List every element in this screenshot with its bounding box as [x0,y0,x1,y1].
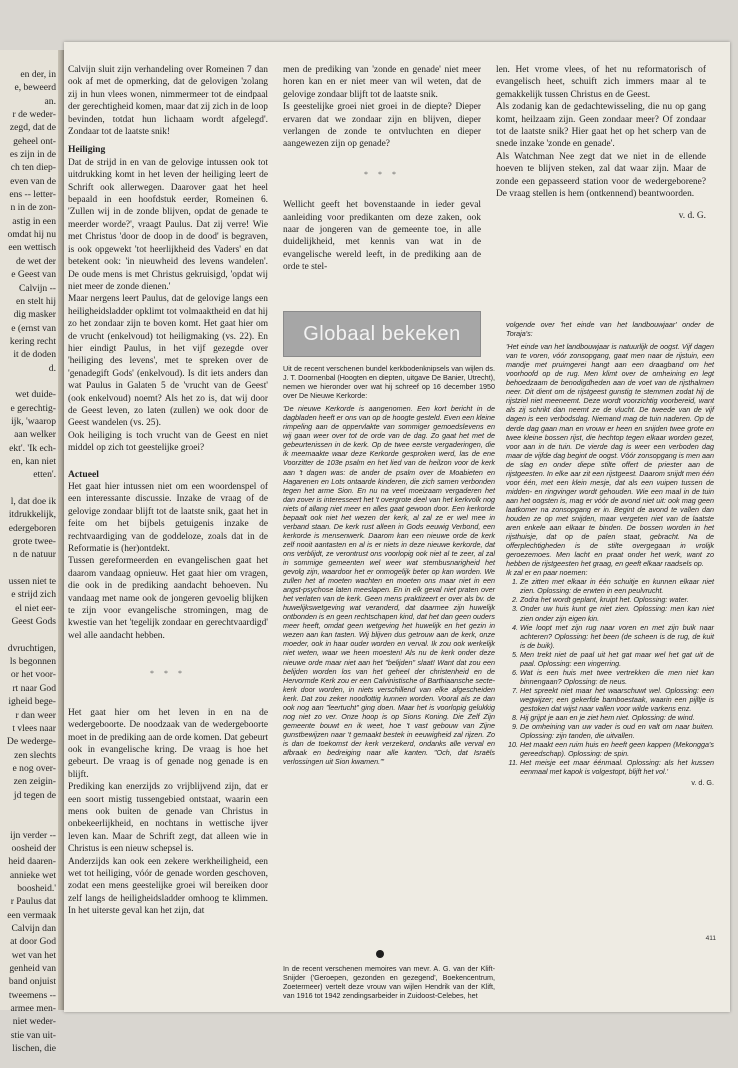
prev-line: ussen niet te [8,576,56,588]
riddle-item: 9. De omheining van uw vader is oud en valt om naar buiten. Oplossing: zijn tanden, die uitvallen. [520,722,714,740]
globaal-column-right [506,320,714,787]
section-heading-heiliging: Heiliging [68,144,106,156]
prev-line: armee men- [10,1003,56,1015]
paragraph: len. Het vrome vlees, of het nu reformatorisch of evangelisch heet, schuift zich immers maar al te gemakkelijk tussen Christus en de Geest. [496,65,706,100]
prev-line: Geest Gods [11,616,56,628]
prev-line: e (ernst van [11,322,56,334]
page-number: 411 [705,935,716,942]
banner-title: Globaal bekeken [303,323,461,345]
prev-line: De wederge- [6,736,56,748]
prev-line: tweemens -- [8,989,56,1001]
riddle-intro: Ik zal er en paar noemen: [506,568,588,578]
prev-line: r dan weer [15,709,56,721]
prev-line: aan welker [14,429,56,441]
riddle-item: 5. Men trekt niet de paal uit het gat maar wel het gat uit de paal. Oplossing: een vingerring. [520,650,714,668]
prev-line: at door God [10,936,56,948]
paragraph: Is geestelijke groei niet groei in de diepte? Dieper ervaren dat we zondaar zijn en blijven, dieper verlangen de zonde te ontvluchten en dieper aangewezen zijn op genade? [283,102,481,150]
globaal-column [283,364,495,766]
globaal-bekeken-banner [283,311,481,357]
prev-line: etten'. [33,469,56,481]
intro-paragraph: volgende over 'het einde van het landbouwjaar' onder de Toraja's: [506,320,714,339]
prev-line: dig masker [13,309,56,321]
prev-line: astig in een [12,215,56,227]
author-signature: v. d. G. [691,778,714,788]
prev-line: zegd, dat de [9,122,56,134]
prev-line: e nog over- [12,762,56,774]
prev-line: zen zeigin- [13,776,56,788]
previous-page-edge [0,50,66,1055]
prev-line: or het voor- [10,669,56,681]
paragraph: Het gaat hier om het leven in en na de wedergeboorte. De noodzaak van de wedergeboorte moet in de prediking aan de orde komen. Dat gebeurt ook in evangelische kring. De vraag is hoe het gebeurt. De vraag is of genade nog genade is en blijft. [68,707,268,780]
prev-line: n in de zon- [10,202,56,214]
previous-page-text [0,68,56,1055]
intro-paragraph: Uit de recent verschenen bundel kerkbodenknipsels van wijlen ds. J. T. Doornenbal (Hoogten en diepten, uitgave De Banier, Utrecht), nemen we hieronder over wat hij schreef op 16 december 1950 over De Nieuwe Kerkorde: [283,364,495,401]
prev-line: kering recht [9,335,56,347]
prev-line: grote twee- [12,536,56,548]
prev-line: lischen, die [12,1043,56,1055]
author-signature: v. d. G. [678,211,706,222]
riddle-item: 4. Wie loopt met zijn rug naar voren en met zijn buik naar achteren? Oplossing: het been (de scheen is de rug, de kuit is de buik). [520,623,714,650]
riddle-item: 10. Het maakt een ruim huis en heeft geen kappen (Mekongga's gereedschap). Oplossing: de spin. [520,740,714,758]
section-separator: * * * [150,669,186,679]
paragraph: Als Watchman Nee zegt dat we niet in de ellende hoeven te blijven steken, zal dat waar zijn. Maar de zonde een gepasseerd station voor de wedergeborene? De vraag stellen is hem (ontkennend) beantwoorden. [496,151,706,200]
prev-line: r de weder- [12,109,56,121]
prev-line: edergeboren [8,522,56,534]
prev-line: en stelt hij [16,295,56,307]
section-bullet [376,950,384,958]
paragraph: Als zodanig kan de gedachtewisseling, die nu op gang komt, heilzaam zijn. Geen zondaar meer? Of zondaar tot de laatste snik? Hier gaat het op het scherp van de snede inzake 'zonde en genade'. [496,102,706,150]
prev-line: t vlees naar [12,722,56,734]
prev-line: el niet eer- [15,602,56,614]
prev-line: een wettisch [8,242,56,254]
prev-line: igheid bege- [8,696,56,708]
prev-line: even van de [10,175,56,187]
prev-line: niet weder- [12,1016,56,1028]
prev-line: dvruchtigen, [7,642,56,654]
prev-line: Calvijn -- [18,282,56,294]
paragraph: Calvijn sluit zijn verhandeling over Romeinen 7 dan ook af met de opmerking, dat de gelovigen 'zolang zij in hun vlees wonen, nimmermeer tot de eindpaal der gerechtigheid komen, maar dat zij zich in de loop bevinden, totdat hun lichaam wordt afgelegd'. Zondaar tot de laatste snik! [68,65,268,138]
prev-line: Calvijn dan [11,923,56,934]
prev-line: wet duide- [15,389,56,401]
paragraph: Anderzijds kan ook een zekere werkheiligheid, een wet tot heiliging, vóór de genade worden geschoven, zodat een mens geestelijke groei wil bereiken door zelf langs de heiligheidsladder omhoog te klimmen. In het uiterste geval kan het zijn, dat [68,856,268,917]
prev-line: e Geest van [11,269,56,281]
paragraph: Tussen gereformeerden en evangelischen gaat het daarom vandaag opnieuw. Het gaat hier om vragen, die ook in de prediking aandacht behoeven. Nu vandaag met name ook de jongeren gevoelig blijken te zijn voor evangelische stromingen, mag de kwestie van het 'tegelijk zondaar en gerechtvaardigd' wel alle aandacht hebben. [68,556,268,641]
prev-line: n de natuur [12,549,56,561]
prev-line: de wet der [16,255,56,267]
paragraph: Dat de strijd in en van de gelovige intussen ook tot uitdrukking komt in het leven der heiliging leert de Schrift ook allerwegen. Daarover gaat het heel bepaald in een hoofdstuk eerder, Romeinen 6. 'Zullen wij in de zonde blijven, opdat de genade te meerder worde?', vraagt Paulus. Dat zij verre! Wie met Christus 'door de doop in de dood' is begraven, is ook opgewekt 'tot heerlijkheid des Vaders' en dat betekent ook: 'in nieuwheid des levens wandelen'. De oude mens is met Christus gekruisigd, 'opdat wij niet meer de zonde dienen.' [68,157,268,292]
magazine-page [64,42,730,1012]
paragraph: In de recent verschenen memoires van mevr. A. G. van der Klift-Snijder ('Geroepen, gezonden en gezegend', Boekencentrum, Zoetermeer) vertelt deze vrouw van wijlen Hendrik van der Klift, van 1916 tot 1942 zendingsarbeider in Zuidoost-Celebes, het [283,964,495,1001]
riddle-item: 6. Wat is een huis met twee vertrekken die men niet kan binnengaan? Oplossing: de neus. [520,668,714,686]
article-column-2 [283,64,481,274]
prev-line: d. [48,362,56,374]
prev-line: es zijn in de [9,149,56,161]
prev-line: e gerechtig- [10,402,56,414]
prev-line: annieke wet [9,869,56,881]
paragraph: Prediking kan enerzijds zo vrijblijvend zijn, dat er een soort mistig tussengebied ontstaat, waarin een mens ook buiten de genade van Christus in onbekeerlijkheid, en nochtans in wettische ijver leven kan. Maar de Schrift zegt, dat alleen wie in Christus is een nieuw schepsel is. [68,782,268,855]
riddle-item: 7. Het spreekt niet maar het waarschuwt wel. Oplossing: een wegwijzer; een gekerfde bamboestaak, waarin een pijltje is gestoken dat wijst naar vallen voor wilde varkens enz. [520,686,714,713]
quote-paragraph: 'De nieuwe Kerkorde is aangenomen. Een kort bericht in de dagbladen heeft er ons van op de hoogte gesteld. Even een kleine rimpeling aan de oppervlakte van sommiger gemoedslevens en wij gaan weer over tot de orde van de dag. Zo gaat het met de gebeurtenissen in de kerk. Op de twee eerste vergaderingen, die ik meemaakte waar deze Kerkorde gesproken werd, las de ene Voorzitter de 103e psalm en het lied van de heilzon voor de kerk aan 't dagen was: de ander de psalm over de Moabieten en Hagarenen en Lots ontaarde kinderen, die zich samen verbonden tegen het arme Sion. En nu na veel moeizaam vergaderen het dan zover is interesseert het 't overgrote deel van het kerkvolk nog niets of allang niet meer en alles gaat gewoon door. Een kerkorde bepaalt ook niet het wezen der kerk, al zal ze er wel mee in verband staan. De kerk rust alleen in Gods eeuwig Verbond, een kerkorde is mensenwerk. Daarom kan een nieuwe orde de kerk zelf nooit aantasten en al is er niets in deze nieuwe kerkorde, dat ons verblijdt, ze verontrust ons voorlopig ook niet al te zeer, al zal in sommige gemeenten wel weer wat stembusnarigheid het gevolg zijn, waardoor het er onmogelijk beter op kan worden. We zullen het af moeten wachten en moeten ons maar niet in een angst-psychose laten meeslapen. En in elk geval niet praten over het verlaten van de kerk. Geen mens praktizeert er over als bv. de huwelijkswetgeving wat veranderd, dat daarmee zijn huwelijk ontbonden is en geen rechtschapen kind, dat het dan geen ouders meer heeft, omdat geen wetgeving het huwelijk en het gezin in wezen aan kan tasten. Wij blijven dus getrouw aan de kerk, onze moeder, ook in haar ouder worden en verval. Ik zou ook werkelijk niet weten, waar we heen moesten! Als nu de kerk onder deze nieuwe orde maar niet aan het "belijden" slaat! Want dat zou een belijden worden los van het geheel der christenheid en de Hervormde Kerk zou er een Calvinistische of Barthiaansche secte-kerk door worden, in niets verschillend van elke afgescheiden kerk. Dat zou zeker noodlottig kunnen worden. Vooral als ze dan ook nog aan "leertucht" ging doen. Maar het is voorlopig gelukkig nog niet zo ver. Onze hoop is op Sions Koning. Die Zelf Zijn gemeente bouwt en ik weet, hoe 't vast gebouw van Zijne gunstbewijzen naar 't gemaakt bestek in eeuwigheid zal rijzen. Zo is dan de toekomst der kerk verzekerd, ondanks alle verval en afbraak en bedreiging naar alle kanten. "Och, dat Israëls verlossingen uit Sion kwamen."' [283,404,495,767]
globaal-bottom-paragraph [283,964,495,1000]
prev-line: e, beweerd [14,82,56,94]
prev-line: genheid van [9,963,56,975]
prev-line: een vermaak [7,909,56,921]
prev-line: omdat hij nu [7,229,56,241]
prev-line: geheel ont- [13,135,56,147]
riddle-item: 1. Ze zitten met elkaar in één schuitje en kunnen elkaar niet zien. Oplossing: de erwten in een peulvrucht. [520,577,714,595]
article-column-1 [68,64,268,998]
riddle-item: 2. Zodra het wordt geplant, kruipt het. Oplossing: water. [520,595,714,604]
prev-line: ch ten diep- [10,162,56,174]
riddle-list [506,577,714,776]
prev-line: ijk, 'waarop [11,415,56,427]
prev-line: zen slechts [14,749,56,761]
prev-line: e strijd zich [11,589,56,601]
section-heading-actueel: Actueel [68,468,99,480]
prev-line: an. [44,95,56,107]
riddle-item: 8. Hij grijpt je aan en je ziet hem niet. Oplossing: de wind. [520,713,714,722]
prev-line: en, kan niet [11,455,56,467]
prev-line: ens -- letter- [9,189,56,201]
prev-line: en der, in [20,69,56,80]
prev-line: jd tegen de [13,789,56,801]
prev-line: band onjuist [8,976,56,988]
paragraph: Wellicht geeft het bovenstaande in ieder geval aanleiding voor predikanten om deze zaken, ook naar de jongeren van de gemeente toe, in alle duidelijkheid, met kennis van wat in de evangelische wereld leeft, in de prediking aan de orde te stel- [283,200,481,273]
prev-line: ijn verder -- [10,829,56,841]
prev-line: ls begonnen [9,656,56,668]
riddle-item: 11. Het meisje eet maar éénmaal. Oplossing: als het kussen eenmaal met kapok is volgestopt, blijft het vol.' [520,758,714,776]
section-separator: * * * [364,169,400,179]
prev-line: itdrukkelijk, [8,509,56,521]
riddle-item: 3. Onder uw huis kunt ge niet zien. Oplossing: men kan niet zien onder zijn eigen kin. [520,604,714,622]
paragraph: men de prediking van 'zonde en genade' niet meer horen kan en er niet meer van wil weten, dat de gelovige zondaar blijft tot de laatste snik. [283,65,481,100]
prev-line: stie van uit- [10,1029,56,1041]
prev-line: r Paulus dat [10,896,56,908]
paragraph: Het gaat hier intussen niet om een woordenspel of een interessante discussie. Inzake de vraag of de gelovige zondaar blijft tot de laatste snik, gaat het in feite om het bijbels getuigenis inzake de rechtvaardiging van de goddeloze, zoals dat in de Reformatie is (her)ontdekt. [68,482,268,555]
prev-line: heid daaren- [8,856,56,868]
quote-paragraph: 'Het einde van het landbouwjaar is natuurlijk de oogst. Vijf dagen van te voren, vóór zonsopgang, gaat men naar de rijstuin, een mandje met pruimgerei hangt aan een draagband om het voorhoofd op de rug. Men klimt over de omheining en legt behoedzaam de benodigdheden aan de voet van de rijsthalmen neer. Dit dient om de rijstgeest gunstig te stemmen zodat hij de rijstziel niet meeneemt. Deze wordt voorzichtig voorbereid, want als zij schrikt dan neemt ze de vlucht. De tweede van de vijf dagen is een verbodsdag. Niemand mag de tuin naderen. Op de derde dag gaan man en vrouw er heen en snijden twee grote en twee kleine bossen rijst, die hechtop tegen elkaar worden gezet, voor aan in de tuin. De vierde dag is weer een verboden dag maar de vijfde dag begint de oogst. Vóór zonsopgang is men aan de slag en onder diepe stilte offert de priester aan de rijstgeesten. In elke aar zit een rijstgeest. Daarom snijdt men één voor één, met een klein mesje, dat als een vuipen tussen de midden- en ringvinger wordt gehouden. Wie een maal in de tuin aan het oogsten is, mag er vóór de avond niet uit: ook mag geen laatkomer na zonsopgang er in. Begint de avond te vallen dan houden ze op met snijden, maar vergeten niet van de laatste aren enkele aan elkaar te binden. De bossen worden in het rijsthuisje, dat op de palen staat, gebracht. Na de offerplechtigheden is de stilte overgegaan in vrolijk geroezemoes. Men lacht en praat onder het werk, want zo hebben de rijstgeesten het graag, en geeft elkaar raadsels op. [506,342,714,569]
prev-line: it de doden [13,349,56,361]
prev-line: boosheid.' [17,882,56,894]
paragraph: Maar nergens leert Paulus, dat de gelovige langs een heiligheidsladder opklimt tot volmaaktheid en dat hij zo het zondaar zijn te boven komt. Het gaat hier om de vrucht (enkelvoud) tot heiligmaking (vs. 22). En hier eindigt Paulus, in het vijf gezegde over 'heiliging des levens', met te spreken over de 'genadegift Gods' (enkelvoud). Is dit iets anders dan wat Paulus in Galaten 5 de 'vrucht van de Geest' (ook enkelvoud) noemt? Als het zo is, dat wij door de Geest leven, zo laten (zullen) we ook door de Geest wandelen (vs. 25). [68,294,268,429]
paragraph: Ook heiliging is toch vrucht van de Geest en niet middel op zich tot geestelijke groei? [68,430,268,454]
prev-line: rt naar God [12,682,56,694]
prev-line: l, dat doe ik [10,496,56,507]
article-column-3 [496,64,706,223]
prev-line: ekt'. 'Ik ech- [9,442,56,454]
prev-line: oosheid der [11,842,56,854]
prev-line: wet van het [11,949,56,961]
